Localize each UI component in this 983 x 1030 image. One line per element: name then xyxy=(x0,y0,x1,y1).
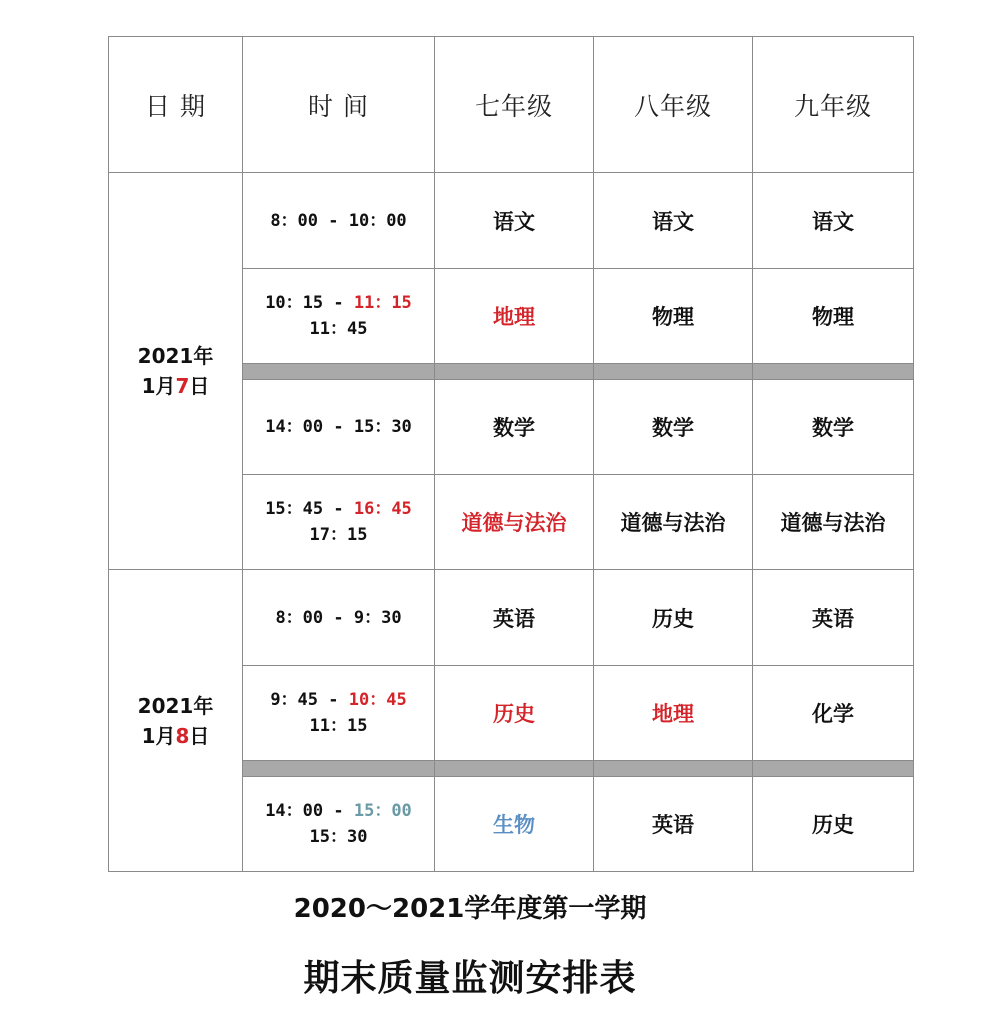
subject-cell: 英语 xyxy=(594,777,753,872)
date-suffix: 日 xyxy=(189,723,210,748)
date-cell-day1 xyxy=(109,173,243,570)
subject-cell: 语文 xyxy=(594,173,753,269)
time-end: 11：15 xyxy=(309,716,368,736)
table-row xyxy=(109,570,914,666)
subject-cell: 数学 xyxy=(435,380,594,475)
subject-cell: 物理 xyxy=(753,269,914,364)
subject-cell: 化学 xyxy=(753,666,914,761)
break-cell xyxy=(243,761,435,777)
subject-cell: 英语 xyxy=(435,570,594,666)
header-date: 日 期 xyxy=(109,37,243,173)
time-line xyxy=(243,687,434,713)
break-cell xyxy=(435,364,594,380)
time-cell xyxy=(243,269,435,364)
subject-cell: 语文 xyxy=(753,173,914,269)
subject-cell: 地理 xyxy=(435,269,594,364)
date-monthday xyxy=(109,371,242,401)
subject-cell: 英语 xyxy=(753,570,914,666)
date-month: 1月 xyxy=(141,374,176,398)
subject-cell: 地理 xyxy=(594,666,753,761)
time-line xyxy=(243,290,434,316)
subject-cell: 道德与法治 xyxy=(753,475,914,570)
subject-cell: 物理 xyxy=(594,269,753,364)
time-alt-end: 16：45 xyxy=(353,499,412,519)
time-line xyxy=(243,496,434,522)
date-day-highlight: 7 xyxy=(175,374,190,398)
header-grade8: 八年级 xyxy=(594,37,753,173)
time-cell xyxy=(243,777,435,872)
time-start: 9：45 - xyxy=(270,690,349,710)
subject-cell: 历史 xyxy=(753,777,914,872)
break-cell xyxy=(753,761,914,777)
time-alt-end: 15：00 xyxy=(353,801,412,821)
subject-cell: 数学 xyxy=(753,380,914,475)
exam-schedule-table xyxy=(108,36,914,872)
subject-cell: 历史 xyxy=(594,570,753,666)
date-day-highlight: 8 xyxy=(175,723,190,748)
subject-cell: 道德与法治 xyxy=(594,475,753,570)
time-cell: 14：00 - 15：30 xyxy=(243,380,435,475)
time-cell: 8：00 - 9：30 xyxy=(243,570,435,666)
time-cell xyxy=(243,475,435,570)
subject-cell: 数学 xyxy=(594,380,753,475)
term-caption: 2020～2021学年度第一学期 xyxy=(293,894,647,924)
date-cell-day2 xyxy=(109,570,243,872)
time-start: 10：15 - xyxy=(265,293,354,313)
header-grade9: 九年级 xyxy=(753,37,914,173)
subject-cell: 生物 xyxy=(435,777,594,872)
time-alt-end: 10：45 xyxy=(348,690,407,710)
header-row xyxy=(109,37,914,173)
time-cell: 8：00 - 10：00 xyxy=(243,173,435,269)
time-end: 15：30 xyxy=(309,827,368,847)
time-cell xyxy=(243,666,435,761)
time-end: 11：45 xyxy=(309,319,368,339)
date-year: 2021年 xyxy=(137,693,214,718)
break-cell xyxy=(753,364,914,380)
time-line xyxy=(243,798,434,824)
time-start: 15：45 - xyxy=(265,499,354,519)
date-year: 2021年 xyxy=(137,344,214,368)
date-monthday xyxy=(109,721,242,751)
table-row xyxy=(109,173,914,269)
header-grade7: 七年级 xyxy=(435,37,594,173)
break-cell xyxy=(594,761,753,777)
subject-cell: 道德与法治 xyxy=(435,475,594,570)
header-time: 时 间 xyxy=(243,37,435,173)
time-alt-end: 11：15 xyxy=(353,293,412,313)
break-cell xyxy=(435,761,594,777)
time-start: 14：00 - xyxy=(265,801,354,821)
time-end: 17：15 xyxy=(309,525,368,545)
subject-cell: 语文 xyxy=(435,173,594,269)
subject-cell: 历史 xyxy=(435,666,594,761)
break-cell xyxy=(594,364,753,380)
date-suffix: 日 xyxy=(189,374,210,398)
schedule-title: 期末质量监测安排表 xyxy=(303,958,637,999)
date-month: 1月 xyxy=(141,723,176,748)
break-cell xyxy=(243,364,435,380)
